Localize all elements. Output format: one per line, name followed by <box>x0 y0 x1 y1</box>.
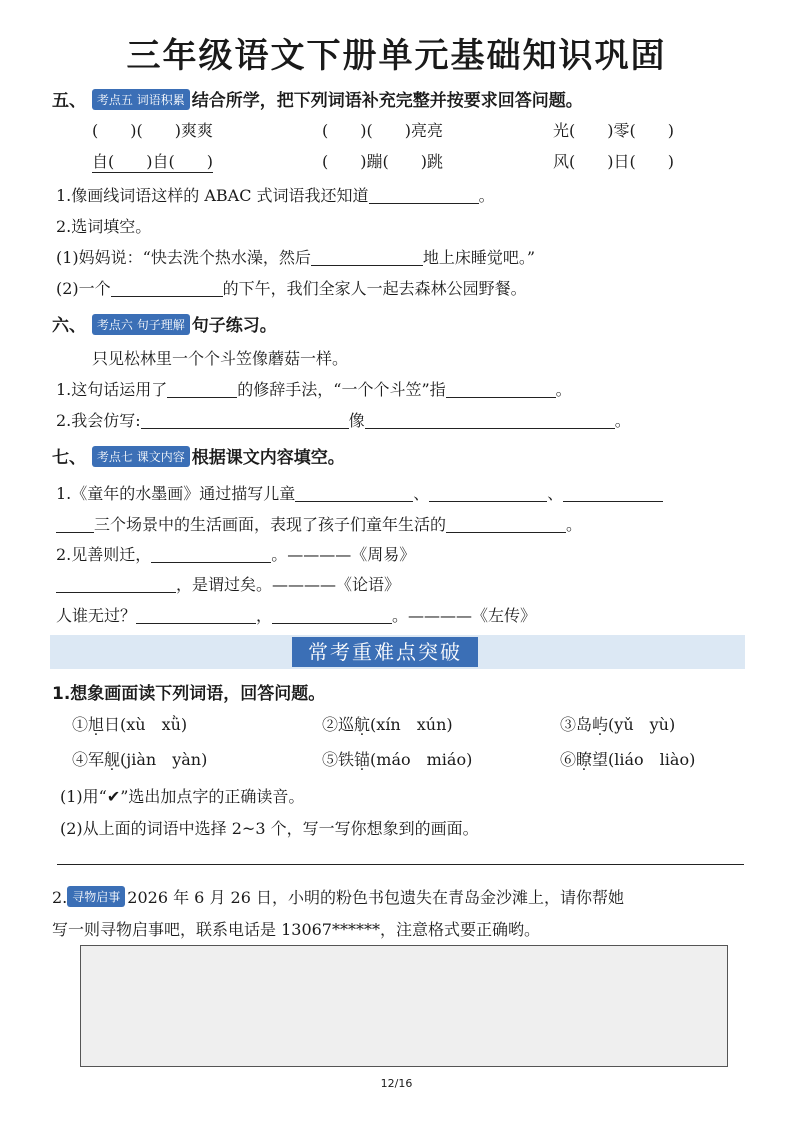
dotted-char: 屿 <box>592 715 609 734</box>
s6-question-2: 2.我会仿写: 像 。 <box>56 411 631 430</box>
s5-question-1: 1.像画线词语这样的 ABAC 式词语我还知道 。 <box>56 186 495 205</box>
word-item-4: ④军舰(jiàn yàn) <box>72 750 208 769</box>
answer-blank[interactable] <box>563 485 663 502</box>
word-r1c2: ( )( )亮亮 <box>322 121 443 140</box>
word-r2c1-underlined: 自( )自( ) <box>92 152 213 171</box>
answer-blank[interactable] <box>56 576 176 593</box>
section-7-heading <box>52 443 345 468</box>
answer-blank[interactable] <box>272 607 392 624</box>
answer-blank[interactable] <box>365 412 615 429</box>
section-5-instruction: 结合所学，把下列词语补充完整并按要求回答问题。 <box>191 91 583 111</box>
answer-blank[interactable] <box>369 187 479 204</box>
section-7-number: 七、 <box>52 448 86 468</box>
s6-sentence: 只见松林里一个个斗笠像蘑菇一样。 <box>92 349 349 368</box>
word-item-2: ②巡航(xín xún) <box>322 715 453 734</box>
section-7-instruction: 根据课文内容填空。 <box>191 448 345 468</box>
answer-blank[interactable] <box>446 516 566 533</box>
band-label: 常考重难点突破 <box>292 637 478 667</box>
part-1-question-1: (1)用“✔”选出加点字的正确读音。 <box>60 787 305 806</box>
part-2-tag: 寻物启事 <box>67 886 125 907</box>
answer-blank[interactable] <box>295 485 413 502</box>
s7-question-1-line2: 三个场景中的生活画面，表现了孩子们童年生活的 。 <box>56 512 582 535</box>
part-1-question-2: (2)从上面的词语中选择 2~3 个，写一写你想象到的画面。 <box>60 819 479 838</box>
section-6-instruction: 句子练习。 <box>191 316 277 336</box>
section-7-tag: 考点七 课文内容 <box>92 446 190 467</box>
part-1-heading: 1.想象画面读下列词语，回答问题。 <box>52 684 326 704</box>
answer-blank[interactable] <box>56 516 94 533</box>
page-number: 12/16 <box>380 1077 413 1090</box>
word-item-3: ③岛屿(yǔ yù) <box>560 715 676 734</box>
word-item-5: ⑤铁锚(máo miáo) <box>322 750 473 769</box>
answer-blank[interactable] <box>141 412 349 429</box>
s5-question-2a: (1)妈妈说：“快去洗个热水澡，然后 地上床睡觉吧。” <box>56 248 536 267</box>
dotted-char: 旭 <box>88 715 105 734</box>
s7-question-2-line2: ，是谓过矣。————《论语》 <box>56 572 400 595</box>
s5-question-2b: (2)一个 的下午，我们全家人一起去森林公园野餐。 <box>56 279 527 298</box>
section-6-tag: 考点六 句子理解 <box>92 314 190 335</box>
word-r2c3: 风( )日( ) <box>553 152 674 171</box>
page-title: 三年级语文下册单元基础知识巩固 <box>126 36 667 76</box>
writing-answer-box[interactable] <box>80 945 728 1067</box>
section-6-heading <box>52 311 277 336</box>
section-5-tag: 考点五 词语积累 <box>92 89 190 110</box>
word-item-6: ⑥瞭望(liáo liào) <box>560 750 696 769</box>
section-5-number: 五、 <box>52 91 86 111</box>
answer-blank[interactable] <box>136 607 256 624</box>
s7-question-2-line1: 2.见善则迁， 。————《周易》 <box>56 545 416 564</box>
word-r1c1: ( )( )爽爽 <box>92 121 213 140</box>
answer-line[interactable] <box>57 864 744 865</box>
dotted-char: 舰 <box>104 750 121 769</box>
dotted-char: 锚 <box>354 750 371 769</box>
dotted-char: 瞭 <box>576 750 593 769</box>
part-2-line-1: 2. 寻物启事 2026 年 6 月 26 日，小明的粉色书包遗失在青岛金沙滩上，请你帮她 <box>52 888 624 907</box>
section-6-number: 六、 <box>52 316 86 336</box>
answer-blank[interactable] <box>311 249 423 266</box>
section-5-heading <box>52 86 583 111</box>
s6-question-1: 1.这句话运用了 的修辞手法，“一个个斗笠”指 。 <box>56 380 572 399</box>
s7-question-1-line1: 1.《童年的水墨画》通过描写儿童 、 、 <box>56 481 663 504</box>
answer-blank[interactable] <box>429 485 547 502</box>
answer-blank[interactable] <box>446 381 556 398</box>
answer-blank[interactable] <box>151 546 271 563</box>
answer-blank[interactable] <box>111 280 223 297</box>
word-r2c2: ( )蹦( )跳 <box>322 152 443 171</box>
part-2-line-2: 写一则寻物启事吧，联系电话是 13067******，注意格式要正确哟。 <box>52 920 540 939</box>
answer-blank[interactable] <box>167 381 237 398</box>
s5-question-2: 2.选词填空。 <box>56 217 152 236</box>
dotted-char: 航 <box>354 715 371 734</box>
word-item-1: ①旭日(xù xǜ) <box>72 715 188 734</box>
s7-question-2-line3: 人谁无过？ ， 。————《左传》 <box>56 606 537 625</box>
section-band <box>50 635 745 669</box>
word-r1c3: 光( )零( ) <box>553 121 674 140</box>
